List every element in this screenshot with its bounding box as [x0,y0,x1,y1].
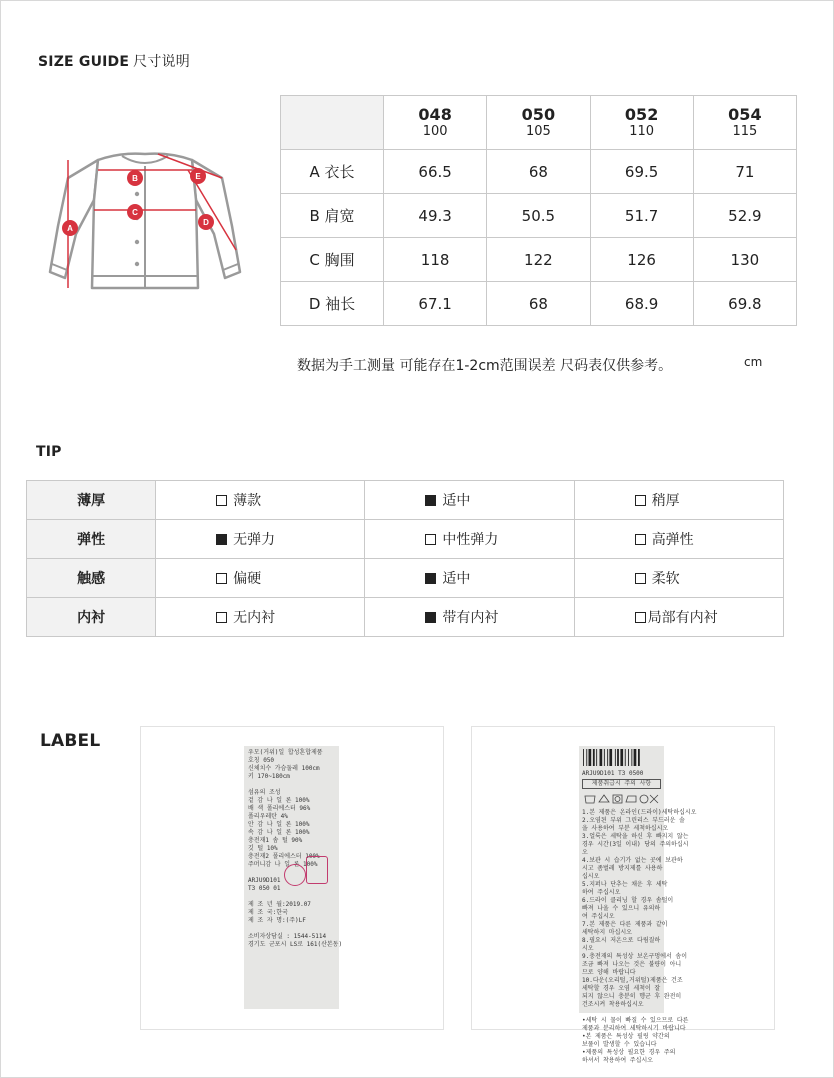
size-row-length [281,150,797,194]
size-cell: 126 [590,238,693,282]
tag-text-line: 폴리우레탄 4% [248,813,288,820]
tip-option [365,598,574,637]
barcode-bar [607,749,608,766]
checkbox-icon [216,495,227,506]
tag-text-line: 2.오염된 부위 그린리스 부드러운 솔 [582,817,685,824]
marker-d-label: D [203,218,209,227]
barcode-bar [628,749,629,766]
tag-text-line: 호칭 050 [248,757,275,764]
certification-seal [284,864,306,886]
tip-row-elasticity [27,520,784,559]
tag-text-line: 시오 [582,945,594,952]
barcode-bar [600,749,603,766]
tip-option-label: 薄款 [233,493,262,509]
size-table [280,95,797,326]
checkbox-icon [635,612,646,623]
care-tag-text [582,809,697,1065]
tag-text-line: 되지 않으니 충분히 헹군 후 완전히 [582,993,682,1000]
size-row-chest [281,238,797,282]
checkbox-icon [425,534,436,545]
tag-text-line: 속 감 나 일 론 100% [248,829,310,836]
care-tag-photo [579,746,697,1064]
tip-attr: 薄厚 [27,481,156,520]
tag-text-line: 을 사용하여 부분 세척하십시오 [582,825,669,832]
tag-text-line: 제품과 분리하여 세탁하시기 바랍니다 [582,1025,686,1032]
size-code: 050 [521,104,556,124]
barcode-bar [617,749,619,766]
marker-a-label: A [67,224,73,233]
barcode-bar [634,749,637,766]
tag-text-line: 하셔서 착용하여 주십시오 [582,1057,653,1064]
checkbox-icon [425,573,436,584]
tag-text-line: 겉 감 나 일 론 100% [248,797,310,804]
tip-option-label: 偏硬 [233,571,262,587]
tip-option-label: 带有内衬 [442,610,499,626]
jacket-button [135,240,139,244]
tag-text-line: 십시오 [582,873,600,880]
size-code: 052 [624,104,659,124]
barcode-bar [609,749,612,766]
tag-text-line: T3 050 01 [248,885,281,892]
size-col-048 [384,96,487,150]
size-cell: 68 [487,282,590,326]
checkbox-icon [216,534,227,545]
tag-text-line: •세탁 시 물이 빠질 수 있으므로 다른 [582,1017,689,1024]
barcode-bar [586,749,587,766]
size-number: 115 [732,123,758,139]
size-code: 054 [728,104,762,124]
tip-option [574,481,783,520]
tag-text-line: 건조시켜 착용하십시오 [582,1001,644,1008]
tag-text-line: 충전재2 폴리에스터 100% [248,853,320,860]
size-cell: 52.9 [693,194,796,238]
tag-text-line: 5.지퍼나 단추는 채운 후 세탁 [582,881,668,888]
size-table-header-row [281,96,797,150]
checkbox-icon [635,495,646,506]
tag-text-line: 6.드라이 클리닝 할 경우 솜털이 [582,897,674,904]
tip-option-label: 高弹性 [651,532,694,548]
tag-text-line: 10.다운(오리털,거위털)제품은 건조 [582,977,683,984]
tip-option-label: 适中 [442,493,471,509]
tag-text-line: 배 색 폴리에스터 96% [248,805,311,812]
tag-text-line [248,925,335,933]
size-cell: 69.8 [693,282,796,326]
tag-text-line: 세탁하지 마십시오 [582,929,632,936]
checkbox-icon [216,573,227,584]
tip-option [574,559,783,598]
tip-option-label: 中性弹力 [442,532,499,548]
size-cell: 50.5 [487,194,590,238]
tip-option [156,481,365,520]
tip-table [26,480,784,637]
tag-text-line: 섬유의 조성 [248,789,281,796]
marker-c-label: C [132,208,138,217]
jacket-measurement-diagram [40,148,250,298]
size-number: 110 [629,123,655,139]
tag-text-line: 3.얼룩은 세탁을 하신 후 빠지지 않는 [582,833,689,840]
tag-text-line: 9.충전재의 특성상 보온구멍에서 솜이 [582,953,688,960]
tip-option [365,520,574,559]
size-col-052 [590,96,693,150]
tag-text-line: 하여 주십시오 [582,889,621,896]
certification-stamp [306,856,328,884]
tag-text-line: 여 주십시오 [582,913,615,920]
row-label: B 肩宽 [281,194,384,238]
measurement-note: 数据为手工测量 可能存在1-2cm范围误差 尺码表仅供参考。 [297,358,673,374]
tag-text-line: 경기도 군포시 LS로 161(산본동) [248,941,343,948]
tip-attr: 弹性 [27,520,156,559]
tag-text-line: •본 제품은 특성상 필링 약간의 [582,1033,670,1040]
row-label: A 衣长 [281,150,384,194]
tip-option-label: 无内衬 [233,610,276,626]
tip-option [156,598,365,637]
tag-text-line: ARJU9D101 [248,877,281,884]
barcode-bar [615,749,616,766]
barcode-bar [596,749,597,766]
tag-text-line: 1.본 제품은 온라인(드라이)세탁하십시오 [582,809,697,816]
label-title: LABEL [40,731,101,751]
jacket-left-sleeve [50,160,98,278]
tag-text-line: 우모(거위)일 합성혼합제품 [248,749,323,756]
size-row-sleeve [281,282,797,326]
size-cell: 71 [693,150,796,194]
tag-text-line: 제 조 년 월:2019.07 [248,901,311,908]
tip-option-label: 适中 [442,571,471,587]
tip-attr: 内衬 [27,598,156,637]
barcode-bar [620,749,623,766]
tag-text-line: 7.본 제품은 다른 제품과 같이 [582,921,668,928]
size-cell: 68 [487,150,590,194]
barcode-bar [631,749,632,766]
tip-option-label: 稍厚 [651,493,680,509]
size-cell: 130 [693,238,796,282]
barcode-bar [604,749,605,766]
row-label: C 胸围 [281,238,384,282]
barcode-bar [625,749,626,766]
barcode-bar [593,749,595,766]
tag-text-line [248,893,335,901]
tag-text-line: 세탁할 경우 오염 세척이 잘 [582,985,661,992]
tag-text-line: 경우 시간(3일 이내) 당의 주의하십시 [582,841,689,848]
tip-option [574,520,783,559]
tag-text-line: 안 감 나 일 론 100% [248,821,310,828]
tip-title: TIP [36,444,62,460]
row-label: D 袖长 [281,282,384,326]
size-code: 048 [418,104,452,124]
tag-text-line: 소비자상담실 : 1544-5114 [248,933,327,940]
tag-text-line: 깃 털 10% [248,845,278,852]
label-card-care [471,726,775,1064]
checkbox-icon [216,612,227,623]
size-cell: 67.1 [384,282,487,326]
size-table-corner [281,96,384,150]
checkbox-icon [635,573,646,584]
tip-option [365,481,574,520]
size-cell: 118 [384,238,487,282]
tip-option-label: 无弹力 [233,532,276,548]
tag-text-line: 충전재1 솜 털 90% [248,837,303,844]
tag-text-line: •제품의 특성상 필요한 경우 주의 [582,1049,676,1056]
care-tag-title: 제품취급시 주의 사항 [582,779,661,789]
checkbox-icon [425,495,436,506]
barcode-bar [638,749,640,766]
tag-text-line: 4.보관 시 습기가 없는 곳에 보관하 [582,857,683,864]
tip-row-lining [27,598,784,637]
size-guide-heading: SIZE GUIDE [38,54,130,70]
marker-e-label: E [195,172,201,181]
size-number: 105 [525,123,551,139]
care-symbols-icon [582,793,661,805]
label-card-composition [140,726,444,1030]
jacket-button [135,262,139,266]
size-col-050 [487,96,590,150]
barcode-icon [582,748,661,768]
checkbox-icon [425,612,436,623]
size-col-054 [693,96,796,150]
composition-tag-photo [244,746,343,1009]
size-cell: 122 [487,238,590,282]
size-cell: 68.9 [590,282,693,326]
size-guide-subtitle: 尺寸说明 [133,54,190,70]
tag-text-line [582,1009,661,1017]
tag-text-line: 빠져 나올 수 있으니 유의하 [582,905,661,912]
unit-label: cm [744,355,763,369]
tag-text-line: 제 조 국:한국 [248,909,288,916]
size-guide-title [38,51,190,71]
tag-text-line: 보풀이 발생할 수 있습니다 [582,1041,657,1048]
tag-text-line: 8.필요시 저온으로 다림질하 [582,937,661,944]
size-cell: 66.5 [384,150,487,194]
tag-text-line: 신체치수 가슴둘레 100cm [248,765,320,772]
tag-text-line: 키 170~180cm [248,773,290,780]
tag-text-line: 제 조 자 명:(주)LF [248,917,306,924]
care-tag-header: ARJU9D101 T3 0500 [582,770,644,777]
tag-text-line [248,781,335,789]
jacket-button [135,192,139,196]
tip-option [156,520,365,559]
barcode-bar [589,749,592,766]
checkbox-icon [635,534,646,545]
size-cell: 51.7 [590,194,693,238]
tag-text-line: 조금 빠져 나오는 것은 불량이 아니 [582,961,682,968]
tag-text-line: 시고 좀벌레 방지제를 사용하 [582,865,663,872]
marker-b-label: B [132,174,138,183]
tip-option [365,559,574,598]
tip-option [574,598,783,637]
tip-option-label: 柔软 [651,571,680,587]
tip-row-thickness [27,481,784,520]
size-cell: 49.3 [384,194,487,238]
tag-text-line: 므로 양해 바랍니다 [582,969,636,976]
tip-option [156,559,365,598]
size-cell: 69.5 [590,150,693,194]
tip-attr: 触感 [27,559,156,598]
size-number: 100 [422,123,448,139]
tag-text-line: 오 [582,849,588,856]
composition-tag-text [248,749,343,949]
tag-text-line: 주머니감 나 일 론 100% [248,861,318,868]
size-row-shoulder [281,194,797,238]
tip-option-label: 局部有内衬 [647,610,718,626]
tip-row-touch [27,559,784,598]
barcode-bar [583,749,584,766]
